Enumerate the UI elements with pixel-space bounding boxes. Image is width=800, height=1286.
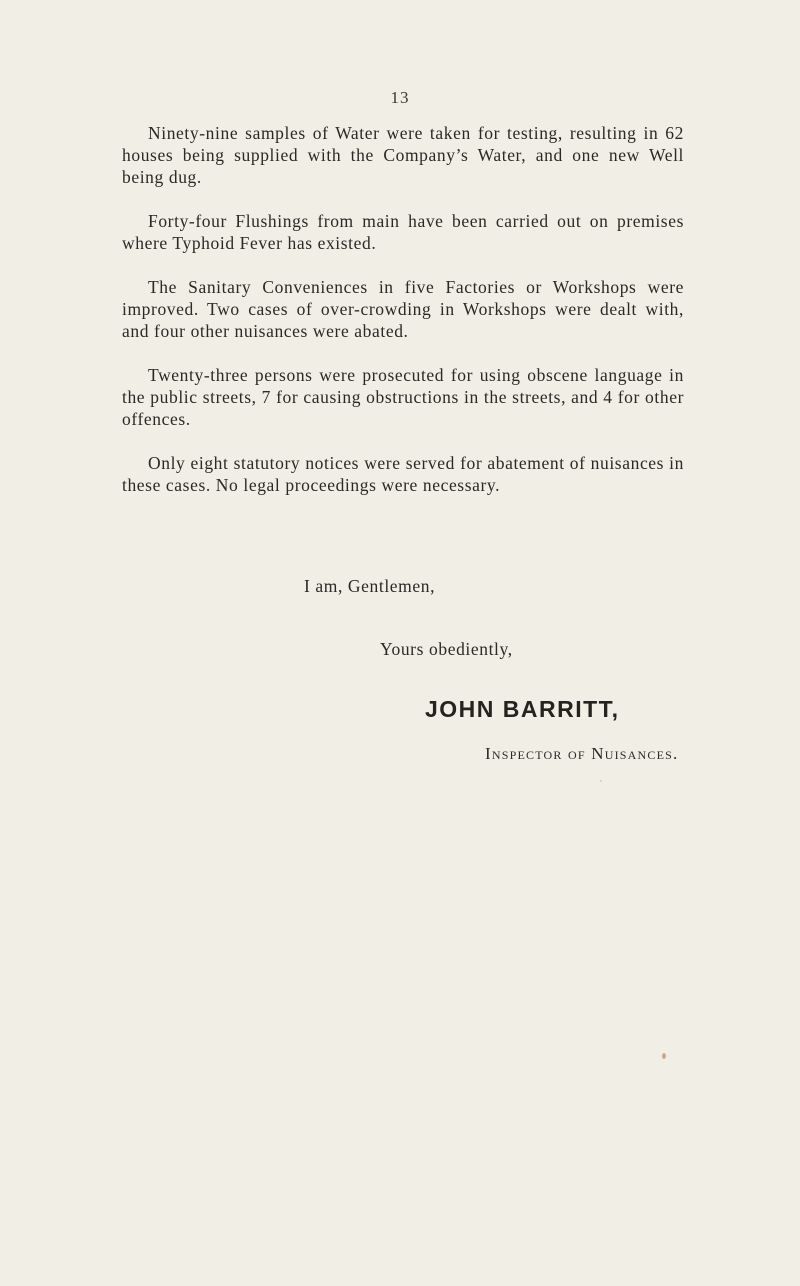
- paragraph-sanitary-conveniences: The Sanitary Conveniences in five Factories or Workshops were improved. Two cases of over-crowding in Workshops were dealt with, and four other nuisances were abated.: [122, 277, 684, 341]
- paragraph-water-samples: Ninety-nine samples of Water were taken for testing, resulting in 62 houses being supplied with the Company’s Water, and one new Well being dug.: [122, 123, 684, 187]
- paper-speck: [600, 780, 602, 782]
- signature: JOHN BARRITT,: [425, 696, 620, 722]
- letter-body: [122, 122, 684, 518]
- paragraph-statutory-notices: Only eight statutory notices were served for abatement of nuisances in these cases. No legal proceedings were necessary.: [122, 453, 684, 495]
- paragraph-flushings: Forty-four Flushings from main have been carried out on premises where Typhoid Fever has existed.: [122, 211, 684, 253]
- valediction: Yours obediently,: [380, 639, 513, 659]
- paragraph-prosecutions: Twenty-three persons were prosecuted for using obscene language in the public streets, 7 for causing obstructions in the streets, and 4 for other offences.: [122, 365, 684, 429]
- salutation: I am, Gentlemen,: [304, 576, 436, 596]
- page-number: 13: [390, 88, 410, 107]
- signatory-title: Inspector of Nuisances.: [485, 744, 679, 763]
- paper-speck: [662, 1053, 666, 1059]
